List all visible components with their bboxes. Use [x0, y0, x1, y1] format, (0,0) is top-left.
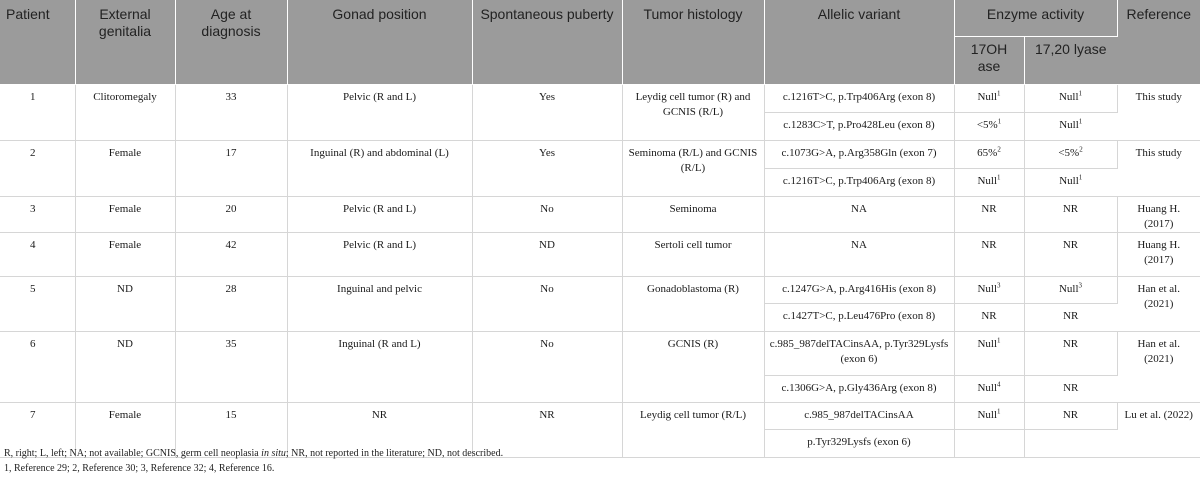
ohase-value: Null — [977, 381, 998, 394]
cell-lyase — [1024, 196, 1117, 232]
lyase-value: Null — [1058, 282, 1079, 295]
cell-lyase — [1024, 232, 1117, 276]
header-age: Age at diagnosis — [175, 0, 287, 84]
ohase-value: NR — [981, 238, 997, 251]
ohase-value: NR — [981, 309, 997, 322]
cell-reference: Huang H. (2017) — [1117, 196, 1200, 232]
cell-lyase — [1024, 168, 1117, 196]
cell-genitalia: ND — [75, 331, 175, 402]
cell-patient: 2 — [0, 140, 75, 196]
cell-puberty: No — [472, 331, 622, 402]
cell-gonad: Pelvic (R and L) — [287, 232, 472, 276]
cell-ohase — [954, 331, 1024, 375]
cell-genitalia: Female — [75, 402, 175, 457]
cell-variant: c.985_987delTACinsAA, p.Tyr329Lysfs (exon 6) — [764, 331, 954, 375]
cell-genitalia: Female — [75, 196, 175, 232]
header-lyase: 17,20 lyase — [1024, 36, 1117, 84]
cell-lyase — [1024, 140, 1117, 168]
cell-patient: 3 — [0, 196, 75, 232]
ohase-footnote-mark: 1 — [997, 172, 1001, 181]
cell-variant: c.1306G>A, p.Gly436Arg (exon 8) — [764, 375, 954, 402]
ohase-value: Null — [977, 282, 998, 295]
footnote-abbreviations — [4, 446, 503, 461]
cell-lyase — [1024, 84, 1117, 112]
table-row — [0, 331, 1200, 375]
cell-ohase — [954, 303, 1024, 331]
cell-gonad: Inguinal and pelvic — [287, 276, 472, 331]
cell-lyase — [1024, 375, 1117, 402]
cell-lyase — [1024, 331, 1117, 375]
cell-variant: c.1283C>T, p.Pro428Leu (exon 8) — [764, 112, 954, 140]
cell-age: 15 — [175, 402, 287, 457]
cell-reference: This study — [1117, 84, 1200, 140]
cell-histology: Sertoli cell tumor — [622, 232, 764, 276]
cell-lyase — [1024, 112, 1117, 140]
header-ohase: 17OH ase — [954, 36, 1024, 84]
cell-variant: NA — [764, 232, 954, 276]
ohase-value: 65% — [977, 146, 998, 159]
cell-gonad: Pelvic (R and L) — [287, 196, 472, 232]
ohase-footnote-mark: 1 — [997, 88, 1001, 97]
cell-puberty: Yes — [472, 140, 622, 196]
cell-age: 42 — [175, 232, 287, 276]
header-variant: Allelic variant — [764, 0, 954, 84]
cell-reference: Han et al. (2021) — [1117, 331, 1200, 402]
cell-age: 17 — [175, 140, 287, 196]
cell-ohase — [954, 276, 1024, 303]
ohase-footnote-mark: 2 — [997, 144, 1001, 153]
cell-puberty: ND — [472, 232, 622, 276]
table-row — [0, 84, 1200, 112]
cell-histology: Gonadoblastoma (R) — [622, 276, 764, 331]
header-gonad: Gonad position — [287, 0, 472, 84]
table-row — [0, 196, 1200, 232]
ohase-value: <5% — [976, 118, 998, 131]
cell-ohase — [954, 196, 1024, 232]
cell-histology: Leydig cell tumor (R/L) — [622, 402, 764, 457]
ohase-value: Null — [977, 90, 998, 103]
table-row — [0, 276, 1200, 303]
cell-reference: Huang H. (2017) — [1117, 232, 1200, 276]
lyase-footnote-mark: 3 — [1078, 280, 1083, 289]
table-header — [0, 0, 1200, 84]
cell-ohase — [954, 429, 1024, 457]
cell-patient: 4 — [0, 232, 75, 276]
cell-lyase — [1024, 303, 1117, 331]
cell-lyase — [1024, 429, 1117, 457]
cell-reference: Han et al. (2021) — [1117, 276, 1200, 331]
ohase-footnote-mark: 3 — [997, 280, 1001, 289]
cell-patient: 6 — [0, 331, 75, 402]
cell-gonad: Pelvic (R and L) — [287, 84, 472, 140]
footnotes — [4, 446, 503, 476]
footnote-text-end: ; NR, not reported in the literature; ND, not described. — [285, 448, 504, 459]
cell-age: 20 — [175, 196, 287, 232]
cell-puberty: NR — [472, 402, 622, 457]
cell-ohase — [954, 168, 1024, 196]
cell-variant: p.Tyr329Lysfs (exon 6) — [764, 429, 954, 457]
cell-ohase — [954, 375, 1024, 402]
cell-variant: c.1216T>C, p.Trp406Arg (exon 8) — [764, 84, 954, 112]
lyase-value: NR — [1062, 337, 1079, 350]
cell-ohase — [954, 140, 1024, 168]
cell-variant: NA — [764, 196, 954, 232]
cell-variant: c.1073G>A, p.Arg358Gln (exon 7) — [764, 140, 954, 168]
header-histology: Tumor histology — [622, 0, 764, 84]
ohase-footnote-mark: 4 — [997, 379, 1001, 388]
cell-puberty: No — [472, 276, 622, 331]
lyase-value: NR — [1062, 238, 1079, 251]
lyase-footnote-mark: 1 — [1078, 172, 1083, 181]
ohase-footnote-mark: 1 — [997, 116, 1002, 125]
cell-gonad: Inguinal (R) and abdominal (L) — [287, 140, 472, 196]
cell-lyase — [1024, 276, 1117, 303]
lyase-value: NR — [1063, 381, 1079, 394]
cell-histology: Seminoma (R/L) and GCNIS (R/L) — [622, 140, 764, 196]
lyase-value: Null — [1058, 90, 1079, 103]
ohase-value: Null — [977, 174, 998, 187]
cell-puberty: Yes — [472, 84, 622, 140]
ohase-value: NR — [981, 202, 997, 215]
lyase-footnote-mark: 2 — [1079, 144, 1083, 153]
cell-ohase — [954, 112, 1024, 140]
cell-patient: 7 — [0, 402, 75, 457]
cell-age: 33 — [175, 84, 287, 140]
table-row — [0, 232, 1200, 276]
header-genitalia: External genitalia — [75, 0, 175, 84]
lyase-value: NR — [1062, 408, 1079, 421]
cell-variant: c.1247G>A, p.Arg416His (exon 8) — [764, 276, 954, 303]
cell-gonad: NR — [287, 402, 472, 457]
header-enzyme: Enzyme activity — [954, 0, 1117, 36]
table-body — [0, 84, 1200, 457]
cell-gonad: Inguinal (R and L) — [287, 331, 472, 402]
lyase-value: Null — [1059, 118, 1079, 131]
cell-histology: Leydig cell tumor (R) and GCNIS (R/L) — [622, 84, 764, 140]
header-reference: Reference — [1117, 0, 1200, 84]
cell-ohase — [954, 232, 1024, 276]
cell-patient: 1 — [0, 84, 75, 140]
ohase-footnote-mark: 1 — [997, 335, 1001, 344]
cell-genitalia: Clitoromegaly — [75, 84, 175, 140]
lyase-value: Null — [1059, 174, 1079, 187]
lyase-footnote-mark: 1 — [1078, 88, 1083, 97]
cell-genitalia: Female — [75, 232, 175, 276]
cell-histology: GCNIS (R) — [622, 331, 764, 402]
table-row — [0, 140, 1200, 168]
cell-variant: c.1427T>C, p.Leu476Pro (exon 8) — [764, 303, 954, 331]
cell-ohase — [954, 402, 1024, 429]
cell-variant: c.985_987delTACinsAA — [764, 402, 954, 429]
header-patient: Patient — [0, 0, 75, 84]
footnote-references: 1, Reference 29; 2, Reference 30; 3, Reference 32; 4, Reference 16. — [4, 463, 275, 474]
cell-puberty: No — [472, 196, 622, 232]
lyase-value: NR — [1063, 309, 1079, 322]
lyase-value: NR — [1062, 202, 1079, 215]
footnote-text: R, right; L, left; NA; not available; GCNIS, germ cell neoplasia — [4, 448, 262, 459]
cell-variant: c.1216T>C, p.Trp406Arg (exon 8) — [764, 168, 954, 196]
footnote-italic: in situ — [261, 448, 286, 459]
cell-ohase — [954, 84, 1024, 112]
cell-histology: Seminoma — [622, 196, 764, 232]
cell-reference: Lu et al. (2022) — [1117, 402, 1200, 457]
cell-patient: 5 — [0, 276, 75, 331]
cell-age: 35 — [175, 331, 287, 402]
cell-age: 28 — [175, 276, 287, 331]
lyase-footnote-mark: 1 — [1078, 116, 1083, 125]
ohase-footnote-mark: 1 — [997, 406, 1001, 415]
cell-reference: This study — [1117, 140, 1200, 196]
header-puberty: Spontaneous puberty — [472, 0, 622, 84]
ohase-value: Null — [977, 408, 998, 421]
ohase-value: Null — [977, 337, 998, 350]
lyase-value: <5% — [1058, 146, 1080, 159]
cell-genitalia: Female — [75, 140, 175, 196]
cell-lyase — [1024, 402, 1117, 429]
table-row — [0, 402, 1200, 429]
cell-genitalia: ND — [75, 276, 175, 331]
